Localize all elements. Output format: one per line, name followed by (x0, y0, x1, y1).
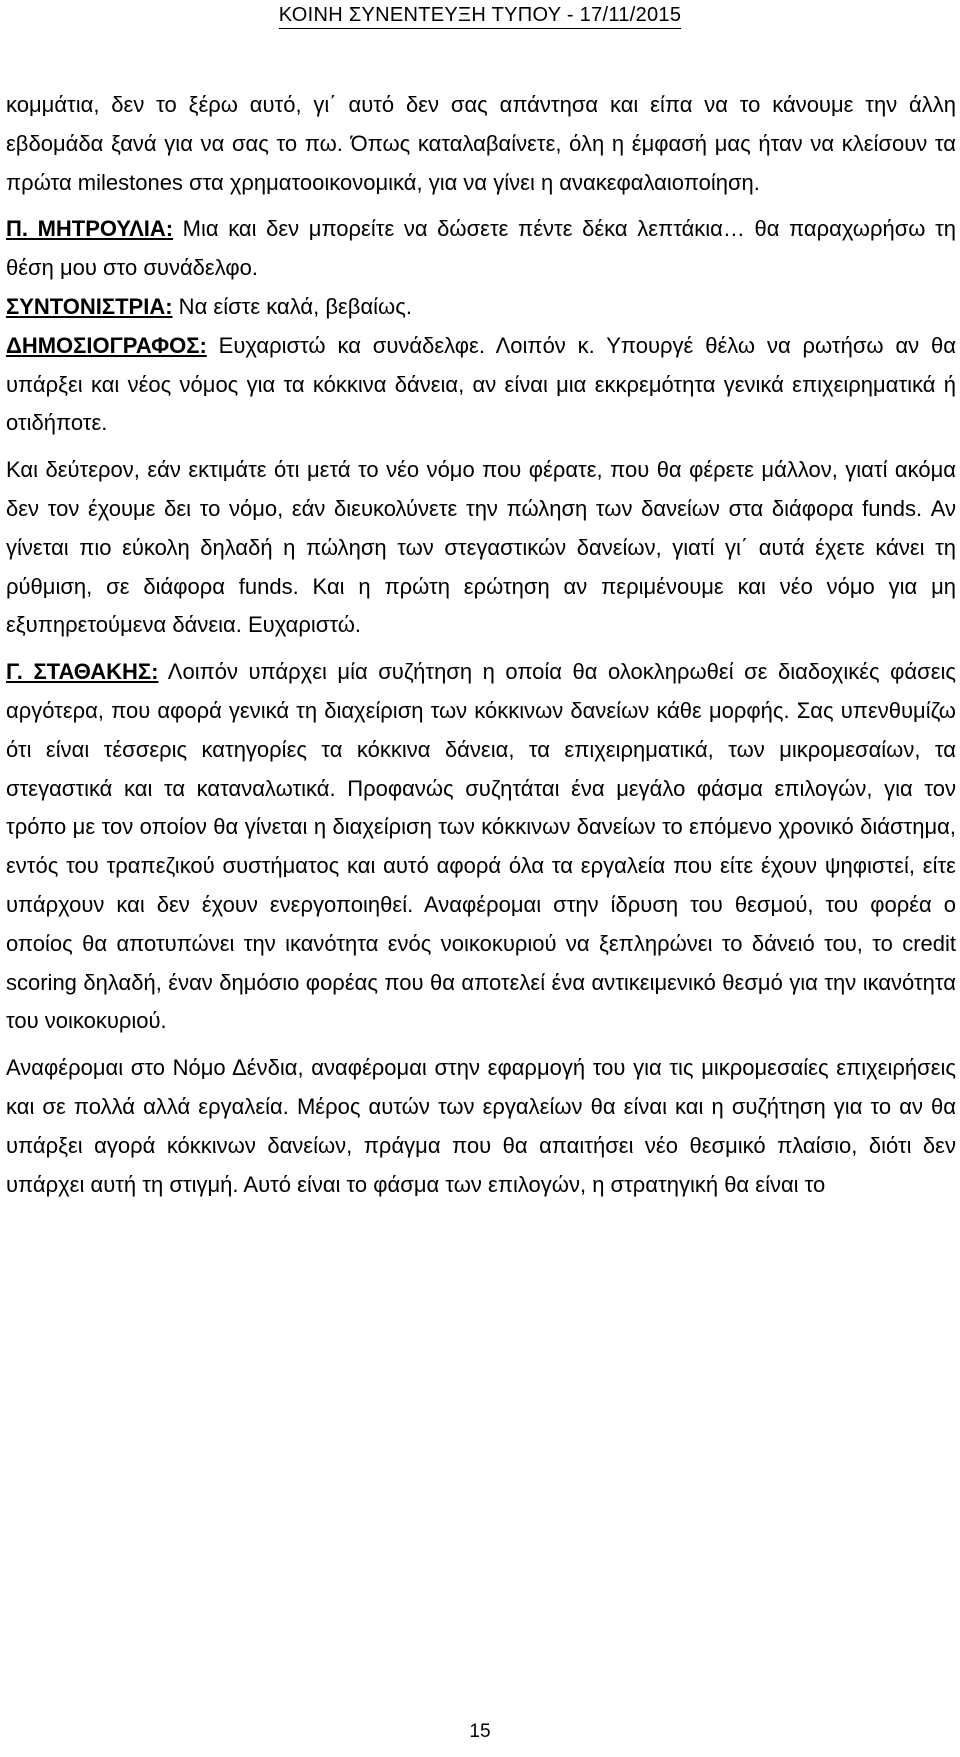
paragraph-text: Και δεύτερον, εάν εκτιμάτε ότι μετά το νέο νόμο που φέρατε, που θα φέρετε μάλλον, γιατί ακόμα δεν τον έχουμε δει το νόμο, εάν διευκολύνετε την πώληση των δανείων στα διάφορα funds. Αν γίνεται πιο εύκολη δηλαδή η πώληση των στεγαστικών δανείων, γιατί γι΄ αυτά έχετε κάνει τη ρύθμιση, σε διάφορα funds. Και η πρώτη ερώτηση αν περιμένουμε και νέο νόμο για μη εξυπηρετούμενα δάνεια. Ευχαριστώ. (6, 457, 956, 638)
speaker-label: Π. ΜΗΤΡΟΥΛΙΑ: (6, 216, 174, 242)
paragraph (6, 451, 956, 645)
speaker-label: ΣΥΝΤΟΝΙΣΤΡΙΑ: (6, 293, 173, 319)
header-title: ΚΟΙΝΗ ΣΥΝΕΝΤΕΥΞΗ ΤΥΠΟΥ - 17/11/2015 (279, 0, 682, 29)
paragraph (6, 327, 956, 443)
paragraph-text: Να είστε καλά, βεβαίως. (172, 293, 412, 319)
paragraph-text: Μια και δεν μπορείτε να δώσετε πέντε δέκα λεπτάκια… θα παραχωρήσω τη θέση μου στο συνάδελφο. (6, 216, 956, 281)
paragraph (6, 288, 956, 327)
paragraph (6, 1049, 956, 1204)
paragraph (6, 210, 956, 288)
speaker-label: Γ. ΣΤΑΘΑΚΗΣ: (6, 659, 159, 685)
paragraph (6, 86, 956, 202)
paragraph-text: κομμάτια, δεν το ξέρω αυτό, γι΄ αυτό δεν σας απάντησα και είπα να το κάνουμε την άλλη εβδομάδα ξανά για να σας το πω. Όπως καταλαβαίνετε, όλη η έμφασή μας ήταν να κλείσουν τα πρώτα milestones στα χρηματοοικονομικά, για να γίνει η ανακεφαλαιοποίηση. (6, 92, 956, 195)
paragraph-text: Ευχαριστώ κα συνάδελφε. Λοιπόν κ. Υπουργέ θέλω να ρωτήσω αν θα υπάρξει και νέος νόμος για τα κόκκινα δάνεια, αν είναι μια εκκρεμότητα γενικά επιχειρηματικά ή οτιδήποτε. (6, 332, 956, 436)
speaker-label: ΔΗΜΟΣΙΟΓΡΑΦΟΣ: (6, 332, 207, 358)
page-number: 15 (469, 1721, 491, 1742)
running-header (0, 0, 960, 32)
transcript-body (6, 86, 956, 1212)
paragraph (6, 653, 956, 1041)
paragraph-text: Λοιπόν υπάρχει μία συζήτηση η οποία θα ολοκληρωθεί σε διαδοχικές φάσεις αργότερα, που αφορά γενικά τη διαχείριση των κόκκινων δανείων κάθε μορφής. Σας υπενθυμίζω ότι είναι τέσσερις κατηγορίες τα κόκκινα δάνεια, τα επιχειρηματικά, των μικρομεσαίων, τα στεγαστικά και τα καταναλωτικά. Προφανώς συζητάται ένα μεγάλο φάσμα επιλογών, για τον τρόπο με τον οποίον θα γίνεται η διαχείριση των κόκκινων δανείων το επόμενο χρονικό διάστημα, εντός του τραπεζικού συστήματος και αυτό αφορά όλα τα εργαλεία που είτε έχουν ψηφιστεί, είτε υπάρχουν και δεν έχουν ενεργοποιηθεί. Αναφέρομαι στην ίδρυση του θεσμού, του φορέα ο οποίος θα αποτυπώνει την ικανότητα ενός νοικοκυριού να ξεπληρώνει το δάνειό του, το credit scoring δηλαδή, έναν δημόσιο φορέας που θα αποτελεί ένα αντικειμενικό θεσμό για την ικανότητα του νοικοκυριού. (6, 659, 956, 1034)
paragraph-text: Αναφέρομαι στο Νόμο Δένδια, αναφέρομαι στην εφαρμογή του για τις μικρομεσαίες επιχειρήσεις και σε πολλά αλλά εργαλεία. Μέρος αυτών των εργαλείων θα είναι και η συζήτηση για το αν θα υπάρξει αγορά κόκκινων δανείων, πράγμα που θα απαιτήσει νέο θεσμικό πλαίσιο, διότι δεν υπάρχει αυτή τη στιγμή. Αυτό είναι το φάσμα των επιλογών, η στρατηγική θα είναι το (6, 1055, 956, 1197)
